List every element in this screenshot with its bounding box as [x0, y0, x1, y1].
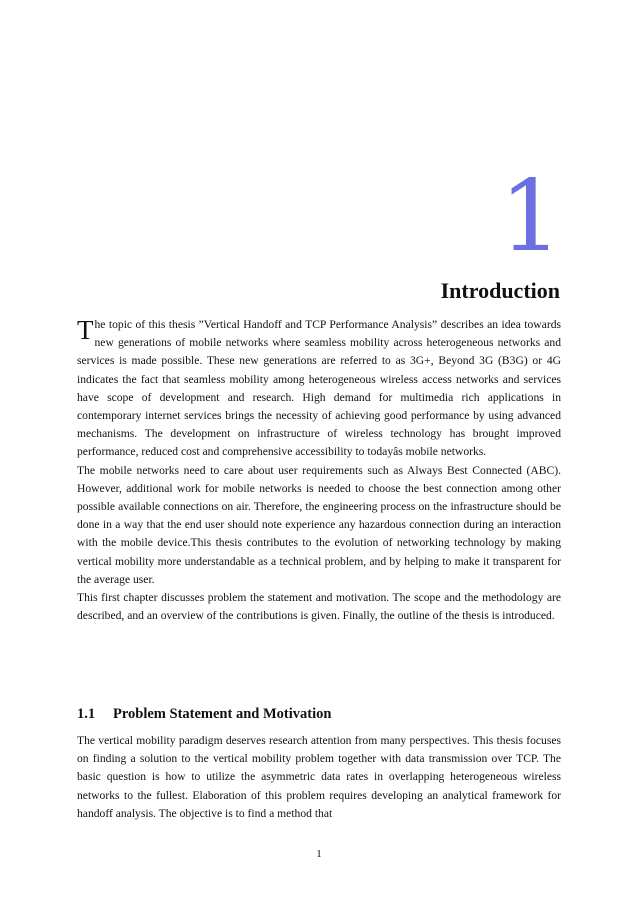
intro-paragraph-1 — [77, 316, 561, 462]
section-number: 1.1 — [77, 706, 96, 722]
chapter-number: 1 — [499, 160, 562, 274]
intro-text — [77, 316, 561, 625]
page-number: 1 — [316, 848, 322, 860]
intro-paragraph-2: The mobile networks need to care about user requirements such as Always Best Connected (ABC). However, additional work for mobile networks is needed to choose the best connection among other possible available connections on air. Therefore, the engineering process on the infrastructure should be done in a way that the end user should note experience any hazardous connection during an interaction with the mobile device.This thesis contributes to the evolution of networking technology by making vertical mobility more understandable as a technical problem, and by helping to make it transparent for the average user. — [77, 463, 561, 586]
chapter-title: Introduction — [440, 278, 560, 303]
intro-paragraph-1-text: he topic of this thesis ”Vertical Handoff and TCP Performance Analysis” describes an idea towards new generations of mobile networks where seamless mobility across heterogeneous networks and services is made possible. These new generations are referred to as 3G+, Beyond 3G (B3G) or 4G indicates the fact that seamless mobility among heterogeneous wireless access networks and services have scope of development and research. High demand for multimedia rich applications in contemporary internet services brings the necessity of achieving good performance by using advanced mechanisms. The development on infrastructure of wireless technology has brought improved performance, reduced cost and comprehensive accessibility to todayâs mobile networks. — [77, 318, 561, 459]
drop-cap: T — [77, 315, 94, 345]
section-title: Problem Statement and Motivation — [113, 706, 332, 722]
section-text — [77, 732, 561, 823]
section-heading — [77, 706, 331, 723]
intro-paragraph-3: This first chapter discusses problem the statement and motivation. The scope and the methodology are described, and an overview of the contributions is given. Finally, the outline of the thesis is introduced. — [77, 591, 561, 623]
section-paragraph-1: The vertical mobility paradigm deserves research attention from many perspectives. This thesis focuses on finding a solution to the vertical mobility problem together with data transmission over TCP. The basic question is how to utilize the asymmetric data rates in overlapping heterogeneous wireless networks to the fullest. Elaboration of this problem requires developing an analytical framework for handoff analysis. The objective is to find a method that — [77, 734, 561, 820]
